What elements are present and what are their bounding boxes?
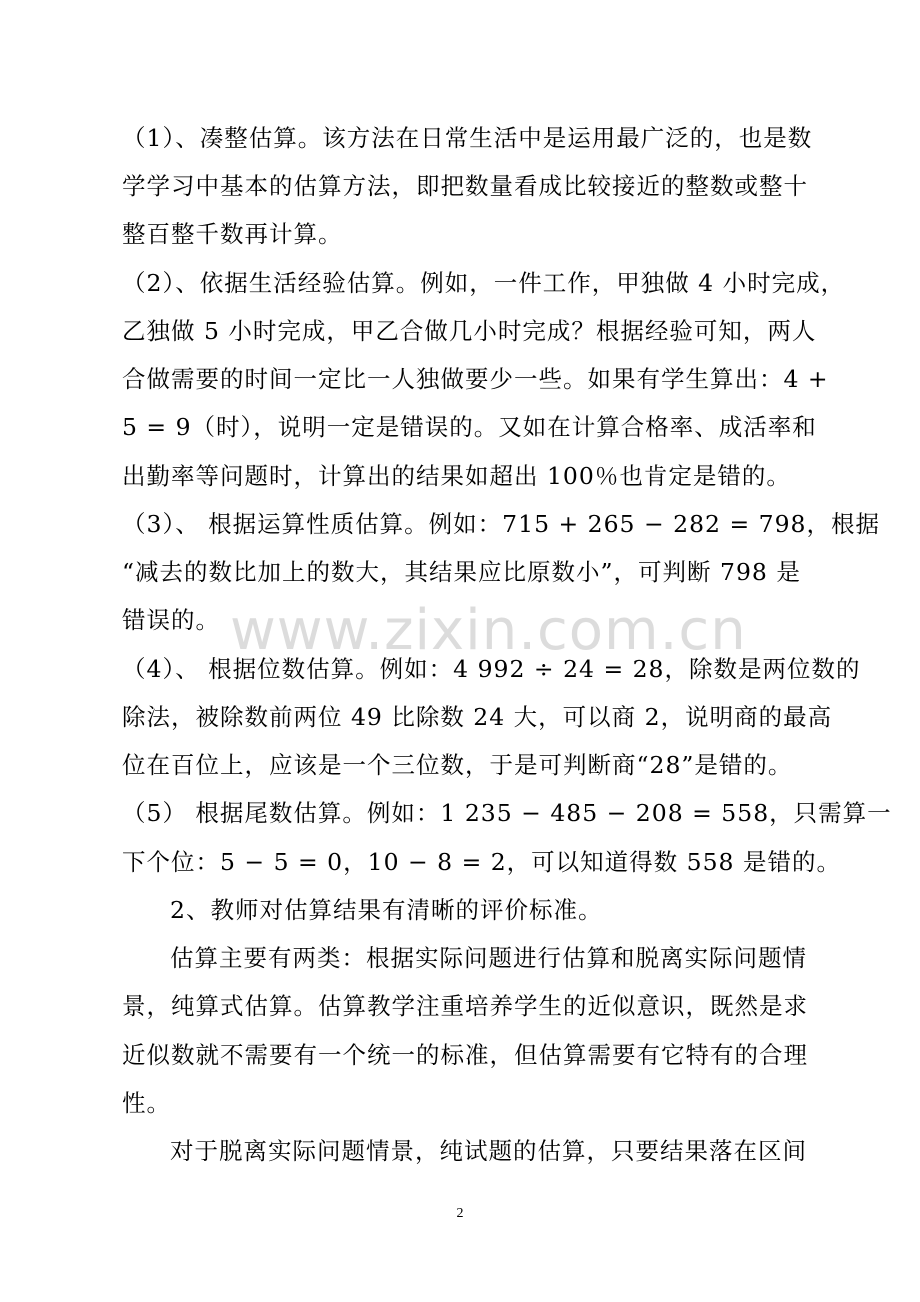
text-line: 除法，被除数前两位 49 比除数 24 大，可以商 2，说明商的最高 bbox=[122, 703, 833, 731]
text-line: 整百整千数再计算。 bbox=[122, 220, 343, 248]
text-line: 出勤率等问题时，计算出的结果如超出 100％也肯定是错的。 bbox=[122, 462, 791, 490]
text-line: 合做需要的时间一定比一人独做要少一些。如果有学生算出：4 + bbox=[122, 365, 829, 393]
text-line: 错误的。 bbox=[122, 606, 220, 634]
text-line: （2）、依据生活经验估算。例如，一件工作，甲独做 4 小时完成， bbox=[122, 269, 846, 297]
text-line: 近似数就不需要有一个统一的标准，但估算需要有它特有的合理 bbox=[122, 1041, 808, 1069]
text-line: （3）、 根据运算性质估算。例如：715 + 265 − 282 = 798，根据 bbox=[122, 510, 880, 538]
text-line: 景，纯算式估算。估算教学注重培养学生的近似意识，既然是求 bbox=[122, 992, 808, 1020]
text-line: 性。 bbox=[122, 1089, 171, 1117]
page-number: 2 bbox=[456, 1206, 464, 1221]
text-line: 5 = 9（时），说明一定是错误的。又如在计算合格率、成活率和 bbox=[122, 413, 817, 441]
text-line: “减去的数比加上的数大，其结果应比原数小”，可判断 798 是 bbox=[122, 558, 801, 586]
section-heading: 2、教师对估算结果有清晰的评价标准。 bbox=[170, 896, 603, 924]
watermark-text: www.zixin.com.cn bbox=[230, 598, 747, 663]
text-line: （4）、 根据位数估算。例如：4 992 ÷ 24 = 28，除数是两位数的 bbox=[122, 655, 861, 683]
text-line: 估算主要有两类：根据实际问题进行估算和脱离实际问题情 bbox=[170, 944, 807, 972]
text-line: 对于脱离实际问题情景，纯试题的估算，只要结果落在区间 bbox=[170, 1137, 807, 1165]
text-line: 乙独做 5 小时完成，甲乙合做几小时完成？根据经验可知，两人 bbox=[122, 317, 817, 345]
text-line: （1）、凑整估算。该方法在日常生活中是运用最广泛的，也是数 bbox=[122, 124, 813, 152]
text-line: 位在百位上，应该是一个三位数，于是可判断商“28”是错的。 bbox=[122, 751, 793, 779]
text-line: 下个位：5 − 5 = 0，10 − 8 = 2，可以知道得数 558 是错的。 bbox=[122, 848, 841, 876]
text-line: （5） 根据尾数估算。例如：1 235 − 485 − 208 = 558，只需算一 bbox=[122, 799, 892, 827]
text-line: 学学习中基本的估算方法，即把数量看成比较接近的整数或整十 bbox=[122, 172, 808, 200]
